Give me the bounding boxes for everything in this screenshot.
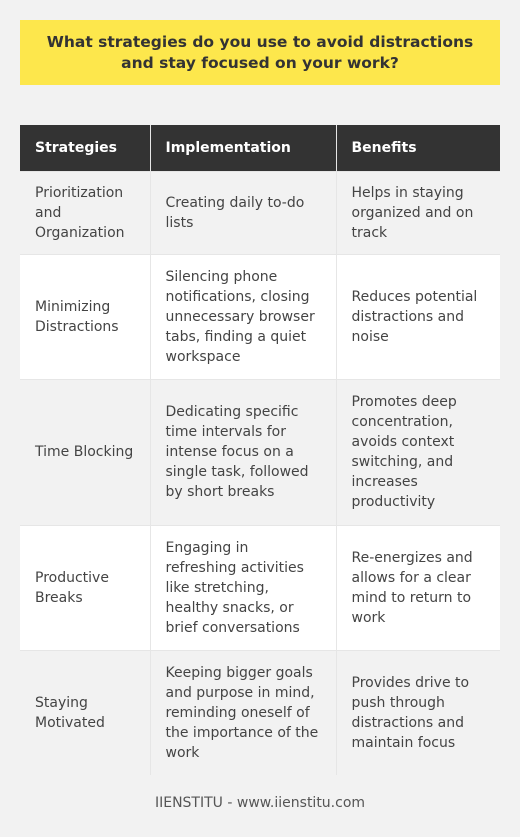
- strategy-cell: Time Blocking: [20, 379, 150, 525]
- strategies-table: [20, 125, 500, 775]
- benefits-cell: Helps in staying organized and on track: [336, 171, 500, 254]
- table-row: [20, 379, 500, 525]
- implementation-cell: Engaging in refreshing activities like stretching, healthy snacks, or brief conversations: [150, 525, 336, 650]
- table-row: [20, 171, 500, 254]
- strategy-cell: Productive Breaks: [20, 525, 150, 650]
- benefits-cell: Re-energizes and allows for a clear mind to return to work: [336, 525, 500, 650]
- strategy-cell: Staying Motivated: [20, 650, 150, 775]
- benefits-cell: Reduces potential distractions and noise: [336, 254, 500, 379]
- page-title: What strategies do you use to avoid distractions and stay focused on your work?: [46, 32, 474, 72]
- benefits-cell: Promotes deep concentration, avoids context switching, and increases productivity: [336, 379, 500, 525]
- header-benefits: Benefits: [336, 125, 500, 171]
- benefits-cell: Provides drive to push through distractions and maintain focus: [336, 650, 500, 775]
- table-row: [20, 254, 500, 379]
- header-strategies: Strategies: [20, 125, 150, 171]
- footer-credit: IIENSTITU - www.iienstitu.com: [154, 795, 366, 811]
- header-implementation: Implementation: [150, 125, 336, 171]
- strategy-cell: Minimizing Distractions: [20, 254, 150, 379]
- implementation-cell: Silencing phone notifications, closing unnecessary browser tabs, finding a quiet workspace: [150, 254, 336, 379]
- table-header-row: [20, 125, 500, 171]
- implementation-cell: Keeping bigger goals and purpose in mind, reminding oneself of the importance of the work: [150, 650, 336, 775]
- strategy-cell: Prioritization and Organization: [20, 171, 150, 254]
- implementation-cell: Creating daily to-do lists: [150, 171, 336, 254]
- implementation-cell: Dedicating specific time intervals for intense focus on a single task, followed by short breaks: [150, 379, 336, 525]
- title-banner: [20, 20, 500, 85]
- table-row: [20, 650, 500, 775]
- table-row: [20, 525, 500, 650]
